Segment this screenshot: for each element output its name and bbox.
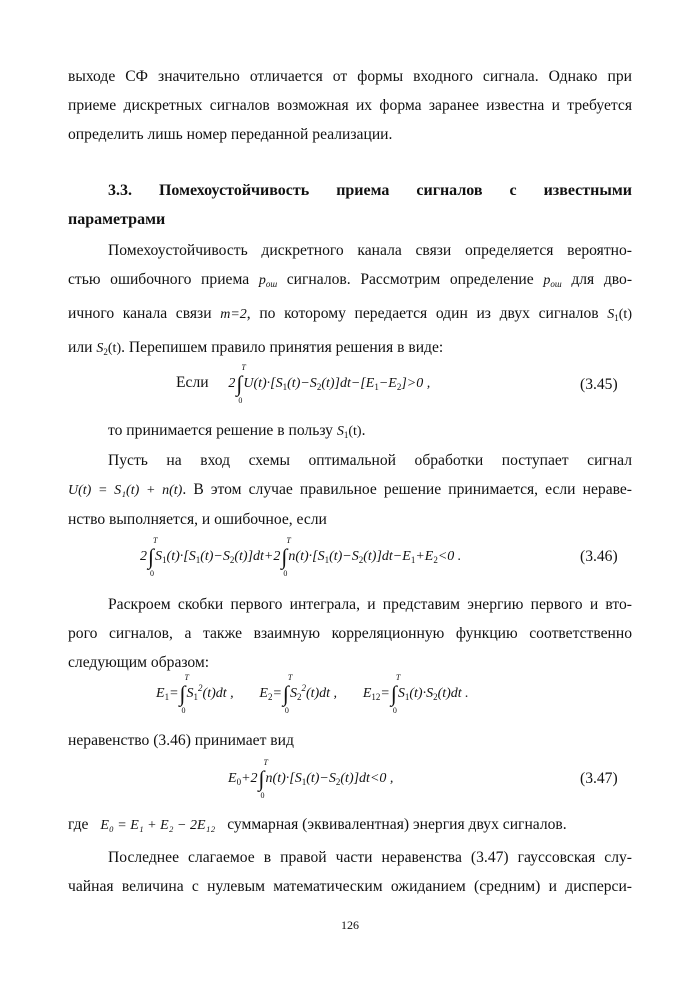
equation-number: (3.46)	[580, 548, 618, 565]
formula-s2: $S_2(t)$	[96, 341, 122, 357]
energy-e1: $E_1=\int$ T 0 $S_1^2(t)dt$ ,	[156, 673, 234, 715]
heading-word: приема	[336, 182, 390, 199]
section-heading	[68, 176, 632, 234]
text-line: то принимается решение в пользу $S_1(t)$.	[108, 422, 366, 440]
equation-number: (3.45)	[580, 376, 618, 393]
text-fragment: суммарная (эквивалентная) энергия двух сигналов.	[227, 816, 567, 833]
equation-body: $E_0+2\int$ T 0 $n(t)\cdot[S_1(t)-S_2(t)]dt<0$ ,	[228, 758, 394, 800]
heading-word: сигналов	[416, 182, 483, 199]
text-line: рого сигналов, а также взаимную корреляционную функцию соответственно	[68, 625, 632, 642]
text-line: Раскроем скобки первого интеграла, и представим энергию первого и вто-	[108, 596, 632, 613]
page-number: 126	[341, 918, 359, 932]
text-line: определить лишь номер переданной реализации.	[68, 126, 393, 143]
equation-number: (3.47)	[580, 770, 618, 787]
equation-body: 2∫ T 0 $S_1(t)\cdot[S_1(t)-S_2(t)]dt+2\int$ T 0 $n(t)\cdot[S_1(t)-S_2(t)]dt-E_1+E_2<0$ .	[140, 536, 462, 578]
formula-p-error: $p_{ош}$	[543, 273, 562, 289]
paragraph-inequality	[68, 726, 632, 755]
formula-s1: $S_1(t)$	[336, 424, 362, 440]
text-fragment: сигналов. Рассмотрим определение	[286, 271, 534, 288]
text-line: нство выполняется, и ошибочное, если	[68, 511, 327, 528]
text-line	[68, 810, 632, 840]
text-line: неравенство (3.46) принимает вид	[68, 732, 294, 749]
paragraph-intro	[68, 62, 632, 149]
energy-definitions	[156, 673, 469, 715]
text-line	[68, 265, 632, 299]
heading-word: известными	[543, 182, 632, 199]
energy-e2: $E_2=\int$ T 0 $S_2^2(t)dt$ ,	[259, 673, 338, 715]
paragraph-input-signal	[68, 446, 632, 534]
text-fragment: для дво-	[571, 271, 633, 288]
formula-p-error: $p_{ош}$	[258, 273, 278, 289]
text-fragment: . Перепишем правило принятия решения в виде:	[121, 339, 444, 356]
if-word: Если	[176, 374, 209, 391]
section-number: 3.3.	[108, 182, 132, 199]
equation-3-47	[228, 758, 394, 800]
equation-3-46	[140, 536, 462, 578]
correlation-e12: $E_{12}=\int$ T 0 $S_1(t)\cdot S_2(t)dt$ .	[362, 673, 469, 715]
text-line	[68, 333, 632, 367]
text-line	[68, 475, 632, 505]
formula-m: m=2	[220, 307, 247, 322]
text-fragment: , по которому передается один из двух сигналов	[246, 305, 599, 322]
text-line	[68, 299, 632, 333]
text-fragment: . В этом случае правильное решение принимается, если нераве-	[182, 481, 633, 498]
text-fragment: стью ошибочного приема	[68, 271, 250, 288]
text-line: Помехоустойчивость дискретного канала связи определяется вероятно-	[108, 242, 632, 259]
text-fragment: то принимается решение в пользу	[108, 422, 333, 439]
text-fragment: или	[68, 339, 93, 356]
text-fragment: где	[68, 816, 89, 833]
paragraph-where	[68, 810, 632, 840]
heading-word: параметрами	[68, 211, 166, 228]
heading-word: Помехоустойчивость	[158, 182, 310, 199]
equation-body: 2∫ T 0 $U(t)\cdot[S_1(t)-S_2(t)]dt-[E_1-E_2]>0$ ,	[228, 363, 431, 405]
paragraph-noise-immunity	[68, 236, 632, 367]
text-line: Пусть на вход схемы оптимальной обработки поступает сигнал	[108, 452, 632, 469]
paragraph-expand	[68, 590, 632, 677]
text-line: выходе СФ значительно отличается от формы входного сигнала. Однако при	[68, 68, 632, 85]
text-line: чайная величина с нулевым математическим ожиданием (средним) и дисперси-	[68, 878, 632, 895]
formula-e0: E₀ = E₁ + E₂ − 2E₁₂	[100, 818, 216, 833]
paragraph-decision	[68, 416, 632, 450]
formula-s1: $S_1(t)$	[607, 307, 632, 323]
equation-3-45	[176, 363, 431, 405]
formula-input: U(t) = S₁(t) + n(t)	[68, 483, 183, 498]
heading-word: с	[509, 182, 517, 199]
text-line: следующим образом:	[68, 654, 210, 671]
text-line: Последнее слагаемое в правой части неравенства (3.47) гауссовская слу-	[108, 849, 632, 866]
text-line: приеме дискретных сигналов возможная их форма заранее известна и требуется	[68, 97, 632, 114]
paragraph-gaussian	[68, 843, 632, 901]
text-fragment: ичного канала связи	[68, 305, 212, 322]
